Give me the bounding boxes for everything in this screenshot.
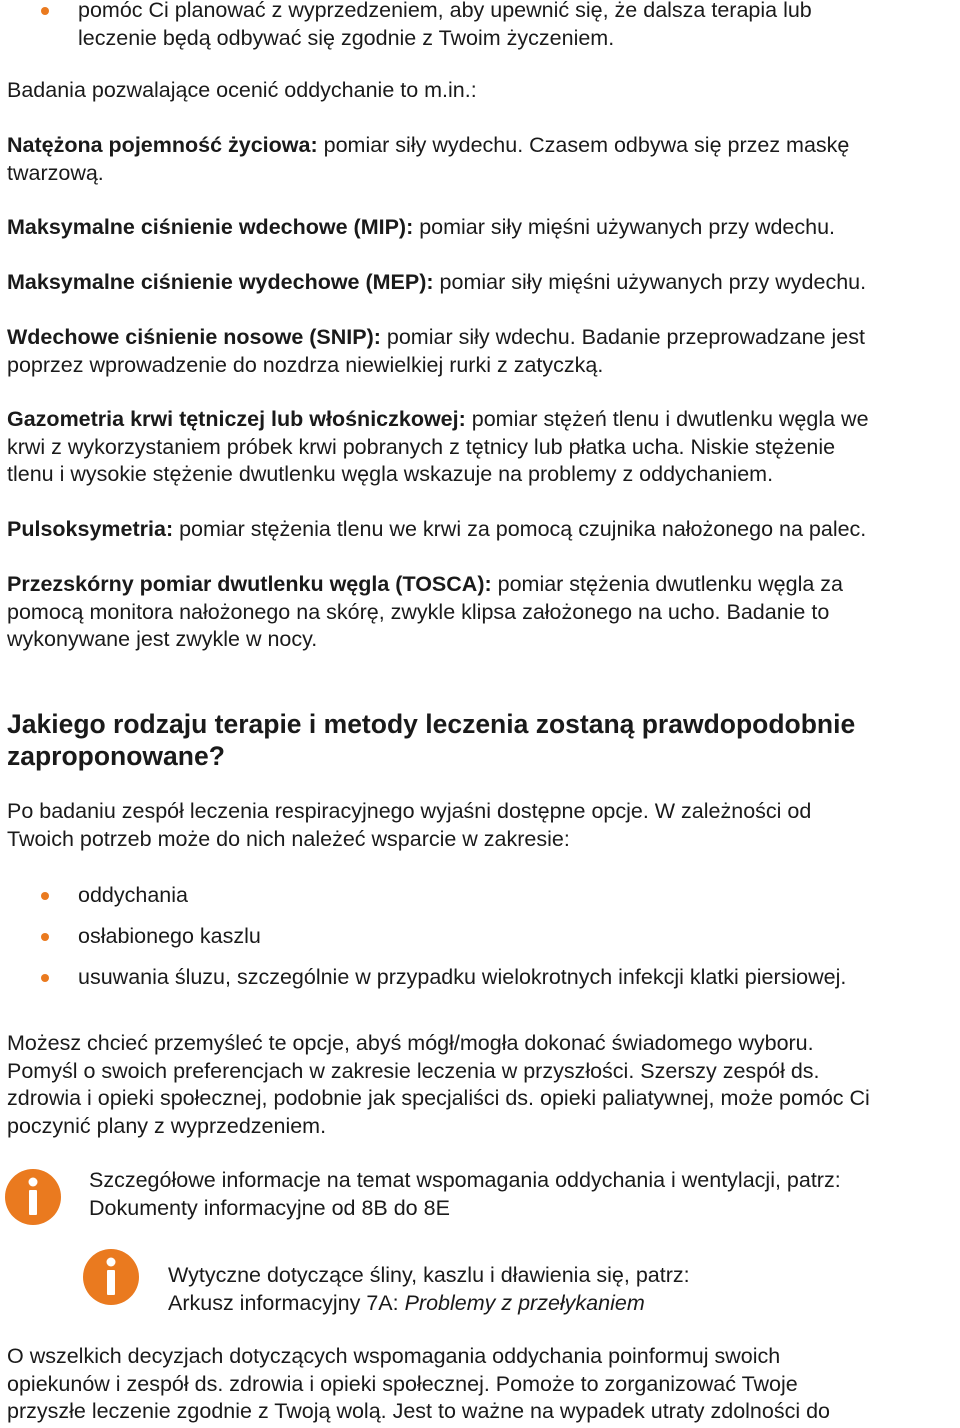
bullet-icon [41,933,49,941]
section-intro: Po badaniu zespół leczenia respiracyjnego wyjaśni dostępne opcje. W zależności od Twoich potrzeb może do nich należeć wsparcie w zakresie: [7,799,812,851]
info-icon [82,1248,140,1306]
closing-paragraph: O wszelkich decyzjach dotyczących wspomagania oddychania poinformuj swoich opiekunów i zespół ds. zdrowia i opieki społecznej. Pomoże to zorganizować Twoje przyszłe leczenie zgodnie z Twoją wolą. Jest to ważne na wypadek utraty zdolności do [7,1344,831,1423]
list-item-text: pomóc Ci planować z wyprzedzeniem, aby upewnić się, że dalsza terapia lub leczenie będą odbywać się zgodnie z Twoim życzeniem. [78,0,812,50]
bullet-icon [41,7,49,15]
document-link-title: Problemy z przełykaniem [404,1290,645,1315]
info-box-text: Wytyczne dotyczące śliny, kaszlu i dławienia się, patrz: Arkusz informacyjny 7A: Problemy z przełykaniem [168,1263,690,1315]
test-paragraph: Przezskórny pomiar dwutlenku węgla (TOSCA): pomiar stężenia dwutlenku węgla za pomocą monitora nałożonego na skórę, zwykle klipsa założonego na ucho. Badanie to wykonywane jest zwykle w nocy. [7,572,843,651]
consider-paragraph: Możesz chcieć przemyśleć te opcje, abyś mógł/mogła dokonać świadomego wyboru. Pomyśl o swoich preferencjach w zakresie leczenia w przyszłości. Szerszy zespół ds. zdrowia i opieki społecznej, podobnie jak specjaliści ds. opieki paliatywnej, może pomóc Ci poczynić plany z wyprzedzeniem. [7,1031,870,1138]
bullet-icon [41,974,49,982]
test-paragraph: Pulsoksymetria: pomiar stężenia tlenu we krwi za pomocą czujnika nałożonego na palec. [7,517,867,541]
section-heading: Jakiego rodzaju terapie i metody leczenia zostaną prawdopodobnie zaproponowane? [7,709,856,771]
test-paragraph: Maksymalne ciśnienie wdechowe (MIP): pomiar siły mięśni używanych przy wdechu. [7,215,836,239]
tests-intro: Badania pozwalające ocenić oddychanie to m.in.: [7,78,477,102]
test-paragraph: Wdechowe ciśnienie nosowe (SNIP): pomiar siły wdechu. Badanie przeprowadzane jest poprzez wprowadzenie do nozdrza niewielkiej rurki z zatyczką. [7,325,865,377]
info-box-text: Szczegółowe informacje na temat wspomagania oddychania i wentylacji, patrz: Dokumenty informacyjne od 8B do 8E [89,1168,841,1220]
test-paragraph: Gazometria krwi tętniczej lub włośniczkowej: pomiar stężeń tlenu i dwutlenku węgla we krwi z wykorzystaniem próbek krwi pobranych z tętnicy lub płatka ucha. Niskie stężenie tlenu i wysokie stężenie dwutlenku węgla wskazuje na problemy z oddychaniem. [7,407,869,486]
info-icon [4,1168,62,1226]
test-paragraph: Maksymalne ciśnienie wydechowe (MEP): pomiar siły mięśni używanych przy wydechu. [7,270,867,294]
test-paragraph: Natężona pojemność życiowa: pomiar siły wydechu. Czasem odbywa się przez maskę twarzową. [7,133,850,185]
bullet-icon [41,892,49,900]
